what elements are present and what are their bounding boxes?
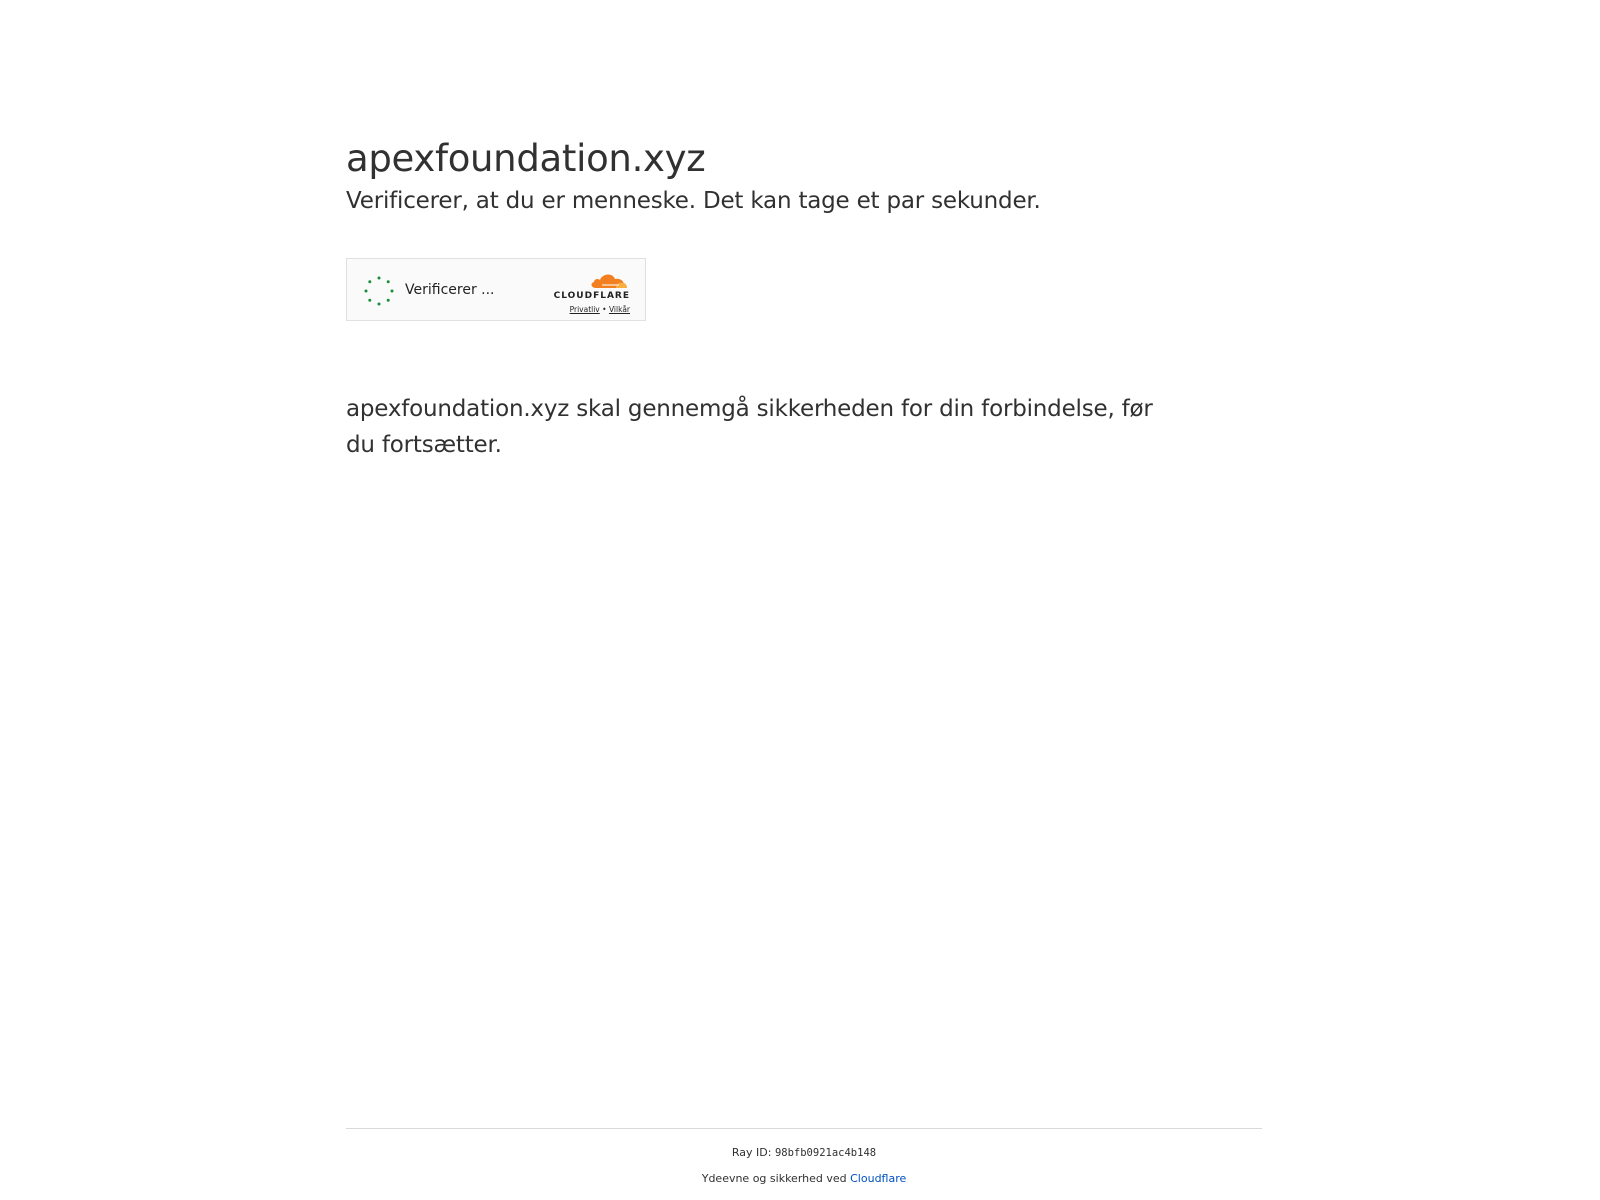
verifying-label: Verificerer ... — [405, 282, 495, 298]
ray-id-line — [346, 1146, 1262, 1160]
site-title: apexfoundation.xyz — [346, 137, 706, 180]
privacy-link[interactable]: Privatliv — [569, 305, 600, 314]
cloudflare-link[interactable]: Cloudflare — [850, 1172, 907, 1185]
security-description: apexfoundation.xyz skal gennemgå sikkerheden for din forbindelse, før du fortsætter. — [346, 396, 1153, 458]
link-separator: • — [602, 305, 607, 314]
cloudflare-logo — [552, 270, 630, 315]
ray-id-label: Ray ID: — [731, 1146, 772, 1159]
main-content — [346, 133, 1266, 458]
performance-line — [346, 1172, 1262, 1186]
ray-id-value: 98bfb0921ac4b148 — [774, 1147, 877, 1159]
terms-link[interactable]: Vilkår — [608, 305, 630, 314]
cloudflare-wordmark: CLOUDFLARE — [553, 291, 630, 301]
performance-text: Ydeevne og sikkerhed ved — [701, 1172, 847, 1185]
verification-subtitle: Verificerer, at du er menneske. Det kan tage et par sekunder. — [346, 188, 1041, 214]
turnstile-widget[interactable] — [346, 258, 646, 321]
cloudflare-cloud-icon — [588, 270, 628, 290]
footer — [346, 1128, 1262, 1186]
widget-links — [552, 304, 630, 315]
loading-spinner-icon — [363, 275, 395, 307]
